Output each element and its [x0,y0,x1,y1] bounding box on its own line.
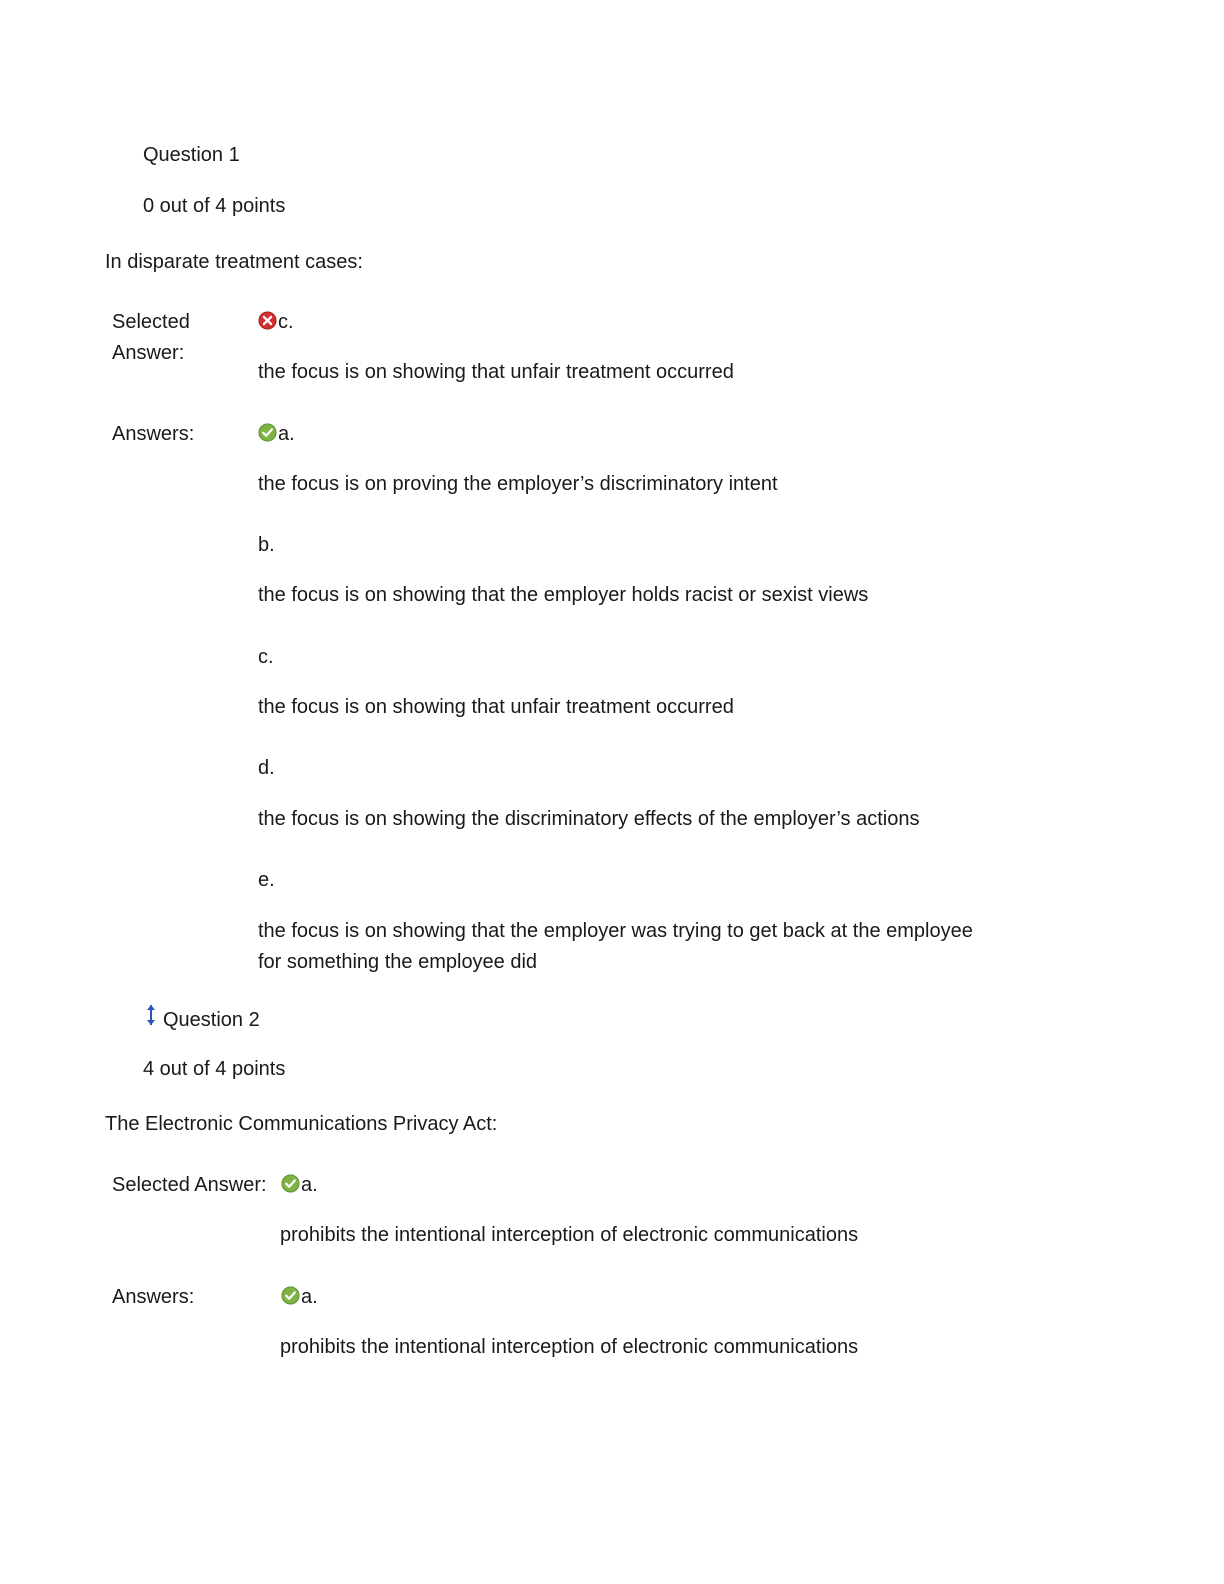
question-2-score: 4 out of 4 points [143,1058,286,1080]
selected-answer-label-line1: Selected [112,311,190,333]
q1-answer-e-text-line2: for something the employee did [258,951,538,973]
q1-answer-c-text: the focus is on showing that unfair treatment occurred [258,696,734,718]
q1-selected-text: the focus is on showing that unfair treatment occurred [258,361,734,383]
answers-label: Answers: [112,423,195,445]
q1-answer-d-text: the focus is on showing the discriminatory effects of the employer’s actions [258,808,920,830]
q1-answer-a-letter: a. [278,423,295,445]
check-circle-icon [281,1286,300,1305]
q1-answer-c-letter: c. [258,646,274,668]
q2-selected-answer [281,1170,318,1201]
q2-answer-a-text: prohibits the intentional interception of electronic communications [280,1336,859,1358]
selected-answer-label-line2: Answer: [112,342,185,364]
question-2-prompt: The Electronic Communications Privacy Act: [105,1113,498,1135]
q1-answer-b-letter: b. [258,534,275,556]
x-circle-icon [258,311,277,330]
q1-selected-answer [258,307,294,338]
question-1-score: 0 out of 4 points [143,195,286,217]
question-2-title-text: Question 2 [163,1009,260,1031]
question-2-title [145,1003,260,1036]
check-circle-icon [258,423,277,442]
q1-answer-e-letter: e. [258,869,275,891]
question-1-title: Question 1 [143,144,240,166]
q2-selected-letter: a. [301,1174,318,1196]
q1-answer-b-text: the focus is on showing that the employer holds racist or sexist views [258,584,869,606]
q1-answer-d-letter: d. [258,757,275,779]
check-circle-icon [281,1174,300,1193]
question-1-prompt: In disparate treatment cases: [105,251,363,273]
up-down-arrow-icon[interactable] [145,1003,157,1027]
q2-answers-label: Answers: [112,1286,195,1308]
q2-answer-a-letter: a. [301,1286,318,1308]
q2-selected-text: prohibits the intentional interception of electronic communications [280,1224,859,1246]
q1-answer-e-text-line1: the focus is on showing that the employer was trying to get back at the employee [258,920,973,942]
q2-selected-answer-label: Selected Answer: [112,1174,267,1196]
q1-selected-letter: c. [278,311,294,333]
q1-answer-a [258,419,295,450]
q1-answer-a-text: the focus is on proving the employer’s discriminatory intent [258,473,778,495]
q2-answer-a [281,1282,318,1313]
